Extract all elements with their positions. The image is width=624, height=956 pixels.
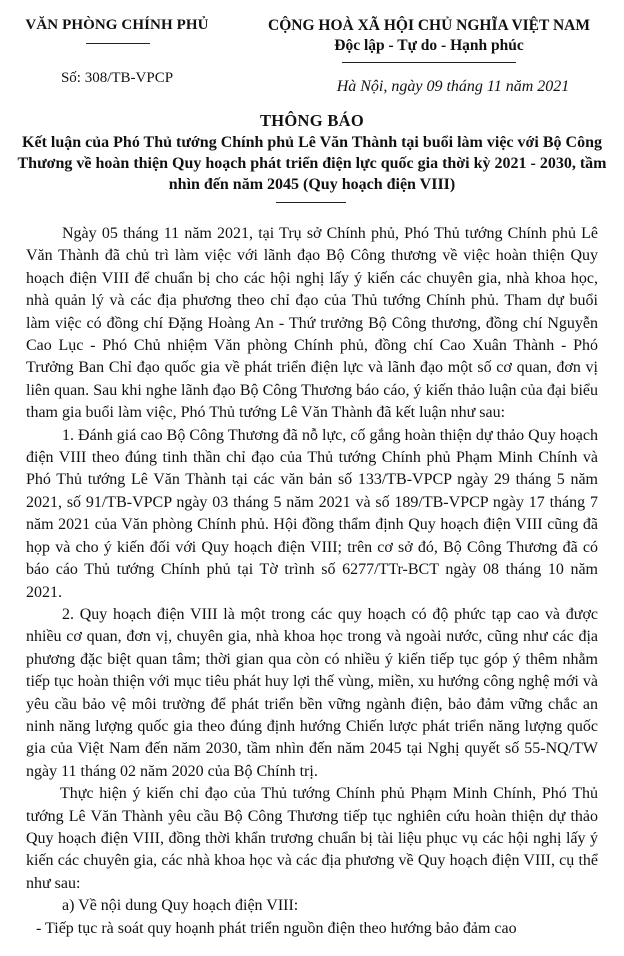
paragraph-intro: Ngày 05 tháng 11 năm 2021, tại Trụ sở Chính phủ, Phó Thủ tướng Chính phủ Lê Văn Thành đã chủ trì làm việc với lãnh đạo Bộ Công thương về việc hoàn thiện Quy hoạch điện VIII để chuẩn bị cho các hội nghị lấy ý kiến các chuyên gia, nhà khoa học, nhà quản lý và các địa phương theo chỉ đạo của Thủ tướng Chính phủ. Tham dự buổi làm việc có đồng chí Đặng Hoàng An - Thứ trưởng Bộ Công thương, đồng chí Nguyễn Cao Lục - Phó Chủ nhiệm Văn phòng Chính phủ, đồng chí Cao Xuân Thành - Phó Trưởng Ban Chỉ đạo quốc gia về phát triển điện lực và lãnh đạo một số cơ quan, đơn vị liên quan. Sau khi nghe lãnh đạo Bộ Công Thương báo cáo, ý kiến thảo luận của đại biểu tham gia buổi làm việc, Phó Thủ tướng Lê Văn Thành đã kết luận như sau: [26,225,598,422]
document-number: Số: 308/TB-VPCP [60,70,174,86]
paragraph-section-a: a) Về nội dung Quy hoạch điện VIII: [62,897,299,915]
national-motto: Độc lập - Tự do - Hạnh phúc [334,37,524,54]
national-title: CỘNG HOÀ XÃ HỘI CHỦ NGHĨA VIỆT NAM [268,17,590,34]
document-title: THÔNG BÁO [259,111,364,130]
issuing-agency: VĂN PHÒNG CHÍNH PHỦ [25,17,209,33]
motto-underline [342,62,516,63]
document-body [26,223,598,940]
place-and-date: Hà Nội, ngày 09 tháng 11 năm 2021 [336,78,570,95]
paragraph-bullet: - Tiếp tục rà soát quy hoạnh phát triển nguồn điện theo hướng bảo đảm cao [36,919,517,937]
document-subtitle: Kết luận của Phó Thủ tướng Chính phủ Lê Văn Thành tại buổi làm việc với Bộ Công Thương về hoàn thiện Quy hoạch phát triển điện lực quốc gia thời kỳ 2021 - 2030, tầm nhìn đến năm 2045 (Quy hoạch điện VIII) [17,134,607,193]
paragraph-point-1: 1. Đánh giá cao Bộ Công Thương đã nỗ lực, cố gắng hoàn thiện dự thảo Quy hoạch điện VIII theo đúng tinh thần chỉ đạo của Thủ tướng Chính phủ Phạm Minh Chính và Phó Thủ tướng Lê Văn Thành tại các văn bản số 133/TB-VPCP ngày 29 tháng 5 năm 2021, số 91/TB-VPCP ngày 03 tháng 5 năm 2021 và số 189/TB-VPCP ngày 17 tháng 7 năm 2021 của Văn phòng Chính phủ. Hội đồng thẩm định Quy hoạch điện VIII cũng đã họp và cho ý kiến đối với Quy hoạch điện VIII; trên cơ sở đó, Bộ Công Thương đã có báo cáo Thủ tướng Chính phủ tại Tờ trình số 6277/TTr-BCT ngày 08 tháng 10 năm 2021. [26,426,598,601]
agency-underline [86,43,150,44]
subtitle-underline [276,202,346,203]
paragraph-directive: Thực hiện ý kiến chỉ đạo của Thủ tướng Chính phủ Phạm Minh Chính, Phó Thủ tướng Lê Văn Thành yêu cầu Bộ Công Thương tiếp tục nghiên cứu hoàn thiện dự thảo Quy hoạch điện VIII, đồng thời khẩn trương chuẩn bị tài liệu phục vụ các hội nghị lấy ý kiến các chuyên gia, các nhà khoa học và các địa phương về Quy hoạch điện VIII, cụ thể như sau: [26,785,598,892]
paragraph-point-2: 2. Quy hoạch điện VIII là một trong các quy hoạch có độ phức tạp cao và được nhiều cơ quan, đơn vị, chuyên gia, nhà khoa học trong và ngoài nước, cũng như các địa phương đặc biệt quan tâm; thời gian qua còn có nhiều ý kiến tiếp tục góp ý thêm nhằm tiếp tục hoàn thiện với mục tiêu phát huy lợi thế vùng, miền, xu hướng công nghệ mới và yêu cầu bảo vệ môi trường để phát triển bền vững ngành điện, bảo đảm vững chắc an ninh năng lượng quốc gia theo đúng định hướng Chiến lược phát triển năng lượng quốc gia của Việt Nam đến năm 2030, tầm nhìn đến năm 2045 tại Nghị quyết số 55-NQ/TW ngày 11 tháng 02 năm 2020 của Bộ Chính trị. [26,605,598,780]
